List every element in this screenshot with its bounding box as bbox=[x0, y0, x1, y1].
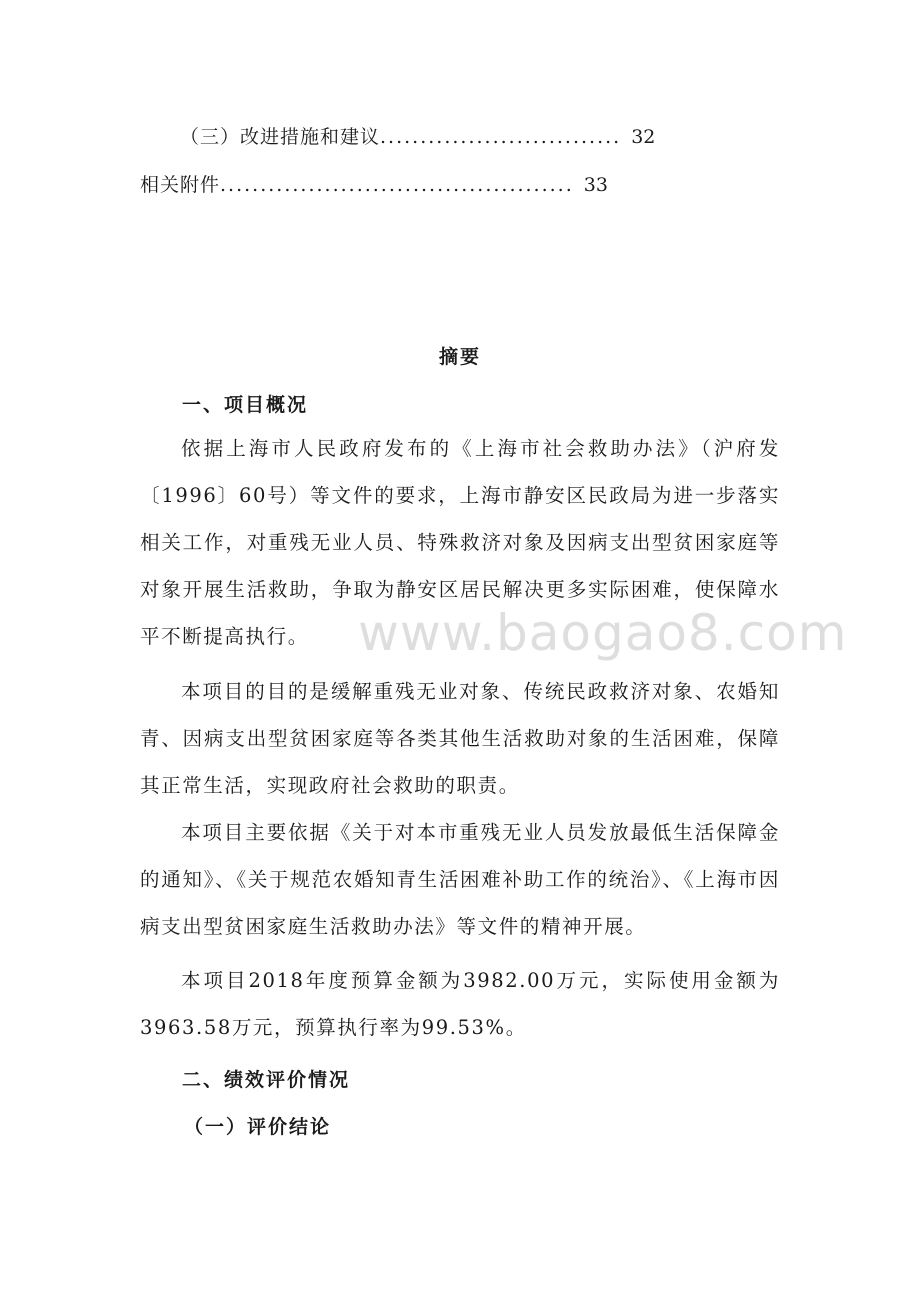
toc-item-label: （三）改进措施和建议 bbox=[180, 126, 381, 148]
paragraph-purpose: 本项目的目的是缓解重残无业对象、传统民政救济对象、农婚知青、因病支出型贫困家庭等各类其他生活救助对象的生活困难，保障其正常生活，实现政府社会救助的职责。 bbox=[140, 680, 780, 797]
summary-title: 摘要 bbox=[438, 346, 481, 368]
paragraph-basis: 依据上海市人民政府发布的《上海市社会救助办法》（沪府发〔1996〕60号）等文件的要求，上海市静安区民政局为进一步落实相关工作，对重残无业人员、特殊救济对象及因病支出型贫困家庭等对象开展生活救助，争取为静安区居民解决更多实际困难，使保障水平不断提高执行。 bbox=[140, 437, 780, 648]
subsection-heading-conclusion: （一）评价结论 bbox=[184, 1116, 332, 1138]
toc-page-number: 32 bbox=[631, 126, 656, 148]
toc-dot-leader: .............................. bbox=[380, 126, 622, 148]
toc-page-number: 33 bbox=[583, 174, 608, 196]
toc-item-improvement bbox=[180, 125, 655, 149]
watermark: www.baogao8.com bbox=[358, 604, 848, 662]
paragraph-documents: 本项目主要依据《关于对本市重残无业人员发放最低生活保障金的通知》、《关于规范农婚知青生活困难补助工作的统治》、《上海市因病支出型贫困家庭生活救助办法》等文件的精神开展。 bbox=[140, 821, 780, 938]
section-heading-project-overview: 一、项目概况 bbox=[182, 394, 309, 416]
toc-item-label: 相关附件 bbox=[140, 174, 221, 196]
paragraph-budget: 本项目2018年度预算金额为3982.00万元，实际使用金额为3963.58万元，预算执行率为99.53%。 bbox=[140, 969, 780, 1039]
toc-dot-leader: ............................................ bbox=[220, 174, 574, 196]
toc-item-attachments bbox=[140, 173, 608, 197]
section-heading-evaluation: 二、绩效评价情况 bbox=[182, 1069, 351, 1091]
